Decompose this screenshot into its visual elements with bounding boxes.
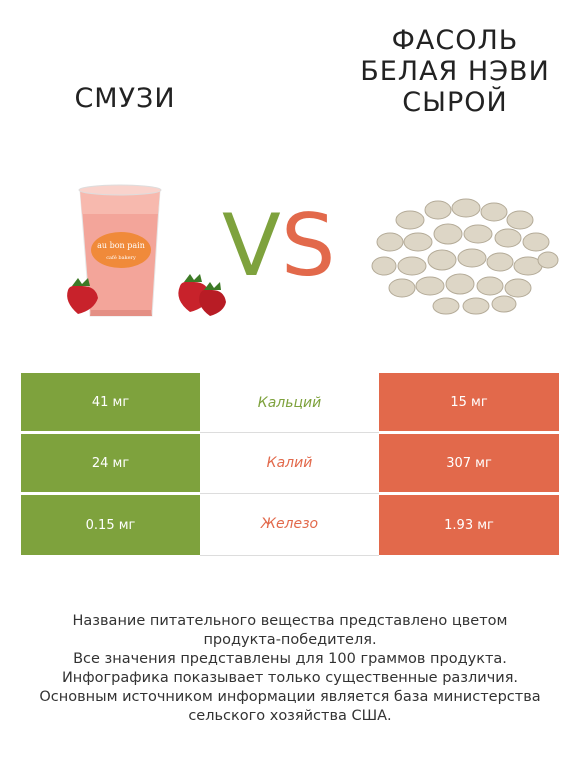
table-row [21, 494, 559, 556]
footer-line: продукта-победителя. [203, 632, 377, 648]
right-title-line: СЫРОЙ [402, 87, 508, 118]
footer-line: Основным источником информации является база министерства [39, 689, 541, 705]
nutrient-name: Кальций [200, 373, 379, 433]
left-product-title: СМУЗИ [74, 83, 176, 114]
right-value: 1.93 мг [379, 494, 559, 556]
right-title-line: БЕЛАЯ НЭВИ [360, 56, 550, 87]
footer-line: Название питательного вещества представлено цветом [72, 613, 508, 629]
svg-text:au bon pain: au bon pain [97, 241, 145, 250]
left-value: 0.15 мг [21, 494, 200, 556]
footer-line: Все значения представлены для 100 граммов продукта. [73, 651, 507, 667]
right-title-line: ФАСОЛЬ [391, 25, 519, 56]
table-row [21, 373, 559, 433]
right-value: 15 мг [379, 373, 559, 433]
beans-image [370, 190, 560, 320]
footer-note [20, 612, 560, 726]
right-product-title [355, 25, 555, 118]
nutrient-name: Калий [200, 433, 379, 494]
comparison-table [21, 373, 559, 556]
left-value: 24 мг [21, 433, 200, 494]
left-value: 41 мг [21, 373, 200, 433]
smoothie-image [60, 178, 230, 323]
right-value: 307 мг [379, 433, 559, 494]
footer-line: Инфографика показывает только существенные различия. [61, 670, 519, 686]
nutrient-name: Железо [200, 494, 379, 556]
vs-label [222, 198, 335, 294]
svg-text:café bakery: café bakery [106, 255, 136, 261]
footer-line: сельского хозяйства США. [188, 708, 392, 724]
vs-s: S [280, 196, 336, 296]
table-row [21, 433, 559, 494]
vs-v: V [222, 196, 281, 296]
